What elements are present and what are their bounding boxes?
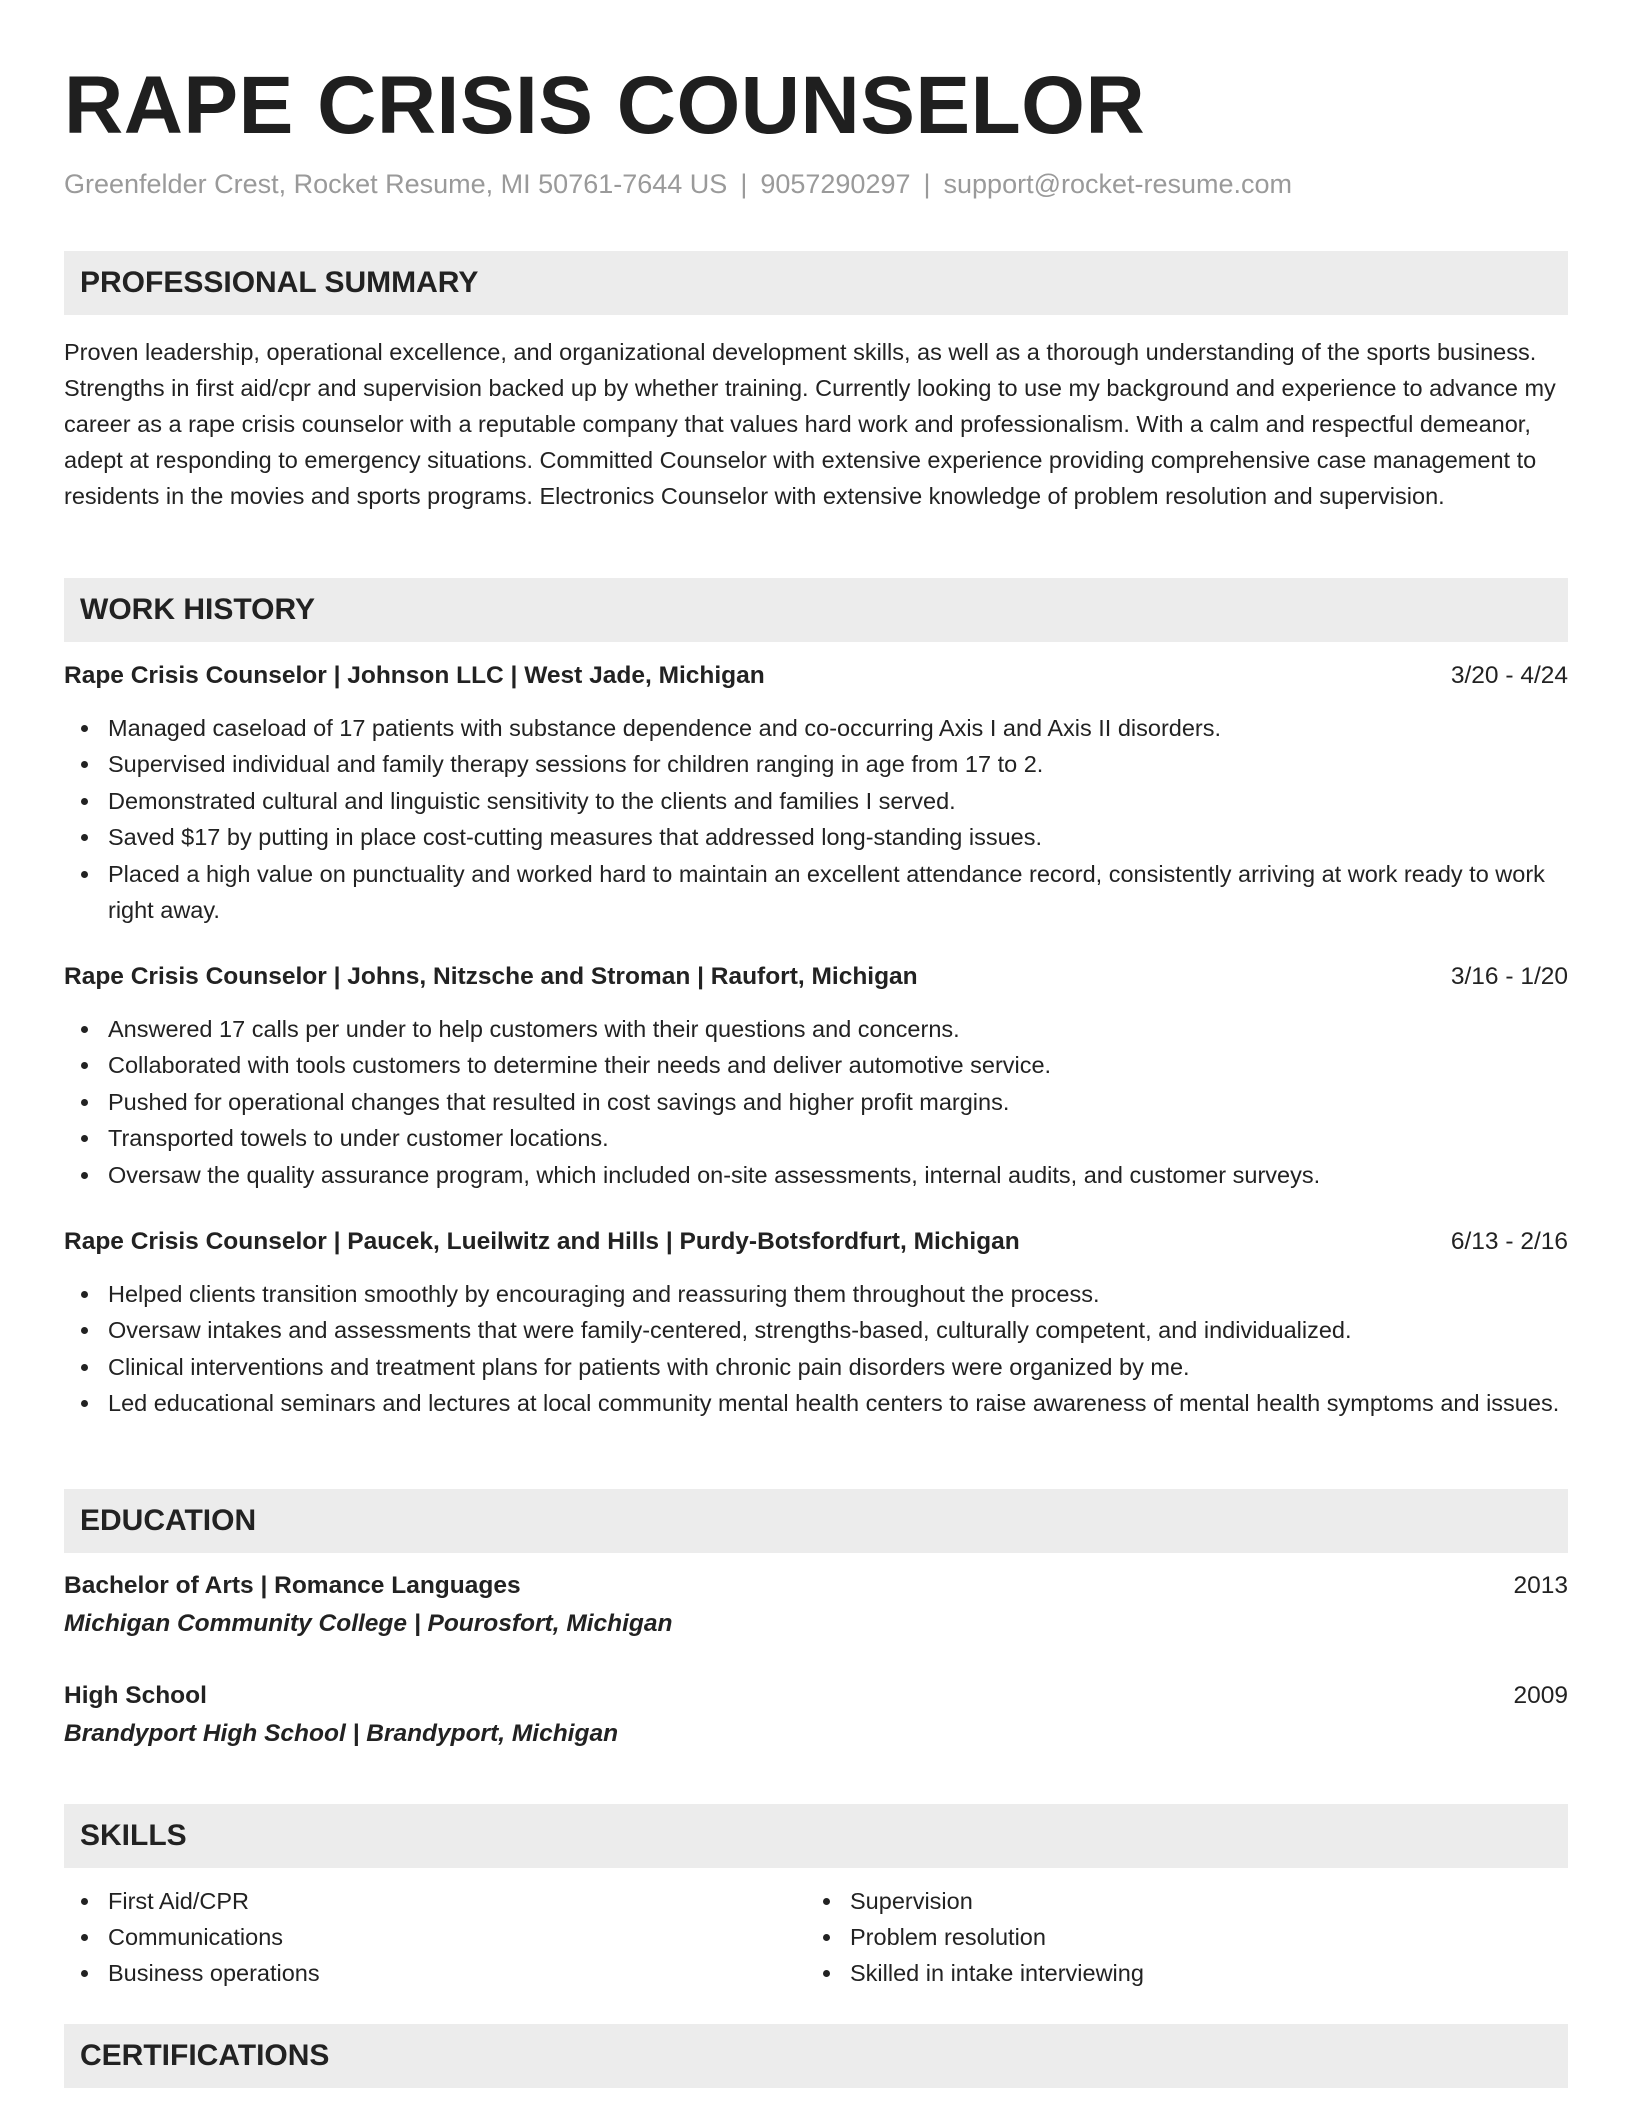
list-item: Transported towels to under customer locations. (64, 1120, 1568, 1156)
section-header-certifications (64, 2024, 1568, 2088)
job-dates: 6/13 - 2/16 (1450, 1228, 1568, 1255)
education-degree: Bachelor of Arts | Romance Languages (64, 1572, 521, 1599)
list-item: Pushed for operational changes that resulted in cost savings and higher profit margins. (64, 1084, 1568, 1120)
list-item: Oversaw the quality assurance program, which included on-site assessments, internal audits, and customer surveys. (64, 1157, 1568, 1193)
skill-item: First Aid/CPR (64, 1883, 764, 1919)
skill-item: Skilled in intake interviewing (806, 1955, 1506, 1991)
list-item: Collaborated with tools customers to determine their needs and deliver automotive service. (64, 1047, 1568, 1083)
skill-item: Business operations (64, 1955, 764, 1991)
job-dates: 3/20 - 4/24 (1450, 662, 1568, 689)
job-title: Rape Crisis Counselor | Johnson LLC | West Jade, Michigan (64, 662, 765, 689)
job-dates: 3/16 - 1/20 (1450, 963, 1568, 990)
list-item: Oversaw intakes and assessments that were family-centered, strengths-based, culturally competent, and individualized. (64, 1312, 1568, 1348)
education-degree: High School (64, 1682, 207, 1709)
skill-item: Supervision (806, 1883, 1506, 1919)
list-item: Helped clients transition smoothly by encouraging and reassuring them throughout the process. (64, 1276, 1568, 1312)
job-bullets (64, 1276, 1568, 1422)
contact-separator: | (740, 169, 748, 199)
section-title: WORK HISTORY (80, 593, 316, 626)
list-item: Answered 17 calls per under to help customers with their questions and concerns. (64, 1011, 1568, 1047)
education-school: Brandyport High School | Brandyport, Michigan (64, 1720, 619, 1747)
education-year: 2013 (1513, 1572, 1568, 1599)
section-header-work (64, 578, 1568, 642)
list-item: Saved $17 by putting in place cost-cutting measures that addressed long-standing issues. (64, 819, 1568, 855)
education-school: Michigan Community College | Pourosfort, Michigan (64, 1610, 673, 1637)
section-header-skills (64, 1804, 1568, 1868)
section-title: PROFESSIONAL SUMMARY (80, 266, 479, 299)
summary-text: Proven leadership, operational excellence, and organizational development skills, as well as a thorough understanding of the sports business. Strengths in first aid/cpr and supervision backed up by whether training. Currently looking to use my background and experience to advance my career as a rape crisis counselor with a reputable company that values hard work and professionalism. With a calm and respectful demeanor, adept at responding to emergency situations. Committed Counselor with extensive experience providing comprehensive case management to residents in the movies and sports programs. Electronics Counselor with extensive knowledge of problem resolution and supervision. (64, 339, 1556, 509)
education-year: 2009 (1513, 1682, 1568, 1709)
list-item: Supervised individual and family therapy sessions for children ranging in age from 17 to 2. (64, 746, 1568, 782)
contact-line (64, 166, 1292, 202)
resume-name: RAPE CRISIS COUNSELOR (64, 60, 1146, 151)
job-bullets (64, 1011, 1568, 1193)
contact-email: support@rocket-resume.com (943, 169, 1293, 199)
skill-item: Communications (64, 1919, 764, 1955)
contact-phone: 9057290297 (760, 169, 911, 199)
contact-address: Greenfelder Crest, Rocket Resume, MI 50761-7644 US (64, 169, 728, 199)
list-item: Managed caseload of 17 patients with substance dependence and co-occurring Axis I and Axis II disorders. (64, 710, 1568, 746)
job-bullets (64, 710, 1568, 928)
section-title: EDUCATION (80, 1504, 257, 1537)
list-item: Placed a high value on punctuality and worked hard to maintain an excellent attendance record, consistently arriving at work ready to work right away. (64, 856, 1568, 929)
section-title: CERTIFICATIONS (80, 2039, 330, 2072)
list-item: Demonstrated cultural and linguistic sensitivity to the clients and families I served. (64, 783, 1568, 819)
job-title: Rape Crisis Counselor | Paucek, Lueilwitz and Hills | Purdy-Botsfordfurt, Michigan (64, 1228, 1020, 1255)
skills-list-left (64, 1883, 764, 1991)
section-title: SKILLS (80, 1819, 187, 1852)
list-item: Clinical interventions and treatment plans for patients with chronic pain disorders were organized by me. (64, 1349, 1568, 1385)
contact-separator: | (923, 169, 931, 199)
section-header-summary (64, 251, 1568, 315)
list-item: Led educational seminars and lectures at local community mental health centers to raise awareness of mental health symptoms and issues. (64, 1385, 1568, 1421)
job-title: Rape Crisis Counselor | Johns, Nitzsche and Stroman | Raufort, Michigan (64, 963, 918, 990)
skills-list-right (806, 1883, 1506, 1991)
skill-item: Problem resolution (806, 1919, 1506, 1955)
section-header-education (64, 1489, 1568, 1553)
